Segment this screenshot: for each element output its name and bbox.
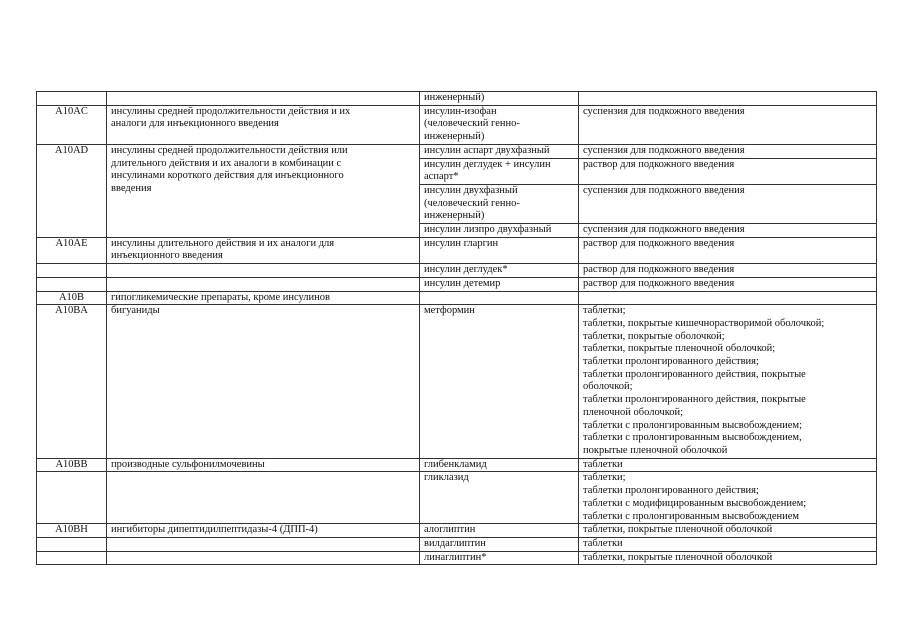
dosage-form-cell [579, 92, 877, 106]
group-name-cell: инсулины средней продолжительности действия или длительного действия и их аналоги в комбинации с инсулинами короткого действия для инъекционного введения [107, 144, 420, 237]
atc-code-cell: A10AC [37, 105, 107, 144]
drug-name-cell: алоглиптин [420, 524, 579, 538]
group-name-cell [107, 264, 420, 278]
dosage-form-cell: раствор для подкожного введения [579, 277, 877, 291]
table-row [37, 524, 877, 538]
dosage-form-cell: раствор для подкожного введения [579, 158, 877, 184]
drug-classification-table [36, 91, 877, 565]
drug-name-cell [420, 291, 579, 305]
drug-name-cell: инсулин двухфазный (человеческий генно- инженерный) [420, 184, 579, 223]
table-row [37, 458, 877, 472]
dosage-form-cell: таблетки; таблетки пролонгированного действия; таблетки с модифицированным высвобождением; таблетки с пролонгированным высвобождением [579, 472, 877, 524]
dosage-form-cell [579, 291, 877, 305]
atc-code-cell [37, 92, 107, 106]
table-row [37, 144, 877, 158]
drug-name-cell: инсулин-изофан (человеческий генно- инженерный) [420, 105, 579, 144]
atc-code-cell: A10AE [37, 237, 107, 263]
drug-name-cell: линаглиптин* [420, 551, 579, 565]
table-row [37, 472, 877, 524]
atc-code-cell [37, 264, 107, 278]
drug-name-cell: инсулин гларгин [420, 237, 579, 263]
drug-name-cell: инсулин лизпро двухфазный [420, 224, 579, 238]
drug-name-cell: инсулин детемир [420, 277, 579, 291]
group-name-cell [107, 472, 420, 524]
atc-code-cell: A10BB [37, 458, 107, 472]
dosage-form-cell: суспензия для подкожного введения [579, 105, 877, 144]
group-name-cell [107, 551, 420, 565]
table-row [37, 537, 877, 551]
drug-name-cell: гликлазид [420, 472, 579, 524]
group-name-cell: инсулины длительного действия и их аналоги для инъекционного введения [107, 237, 420, 263]
drug-name-cell: вилдаглиптин [420, 537, 579, 551]
drug-name-cell: глибенкламид [420, 458, 579, 472]
dosage-form-cell: суспензия для подкожного введения [579, 224, 877, 238]
group-name-cell: ингибиторы дипептидилпептидазы-4 (ДПП-4) [107, 524, 420, 538]
table-row [37, 551, 877, 565]
atc-code-cell: A10AD [37, 144, 107, 237]
atc-code-cell [37, 537, 107, 551]
dosage-form-cell: суспензия для подкожного введения [579, 144, 877, 158]
dosage-form-cell: таблетки [579, 458, 877, 472]
table-row [37, 264, 877, 278]
group-name-cell: производные сульфонилмочевины [107, 458, 420, 472]
dosage-form-cell: таблетки; таблетки, покрытые кишечнорастворимой оболочкой; таблетки, покрытые оболочкой; таблетки, покрытые пленочной оболочкой; таблетки пролонгированного действия; таблетки пролонгированного действия, покрытые оболочкой; таблетки пролонгированного действия, покрытые пленочной оболочкой; таблетки с пролонгированным высвобождением; таблетки с пролонгированным высвобождением, покрытые пленочной оболочкой [579, 305, 877, 458]
drug-name-cell: инсулин деглудек* [420, 264, 579, 278]
atc-code-cell [37, 551, 107, 565]
group-name-cell [107, 537, 420, 551]
dosage-form-cell: раствор для подкожного введения [579, 237, 877, 263]
atc-code-cell: A10BH [37, 524, 107, 538]
group-name-cell [107, 92, 420, 106]
dosage-form-cell: суспензия для подкожного введения [579, 184, 877, 223]
table-row [37, 277, 877, 291]
drug-name-cell: инсулин аспарт двухфазный [420, 144, 579, 158]
atc-code-cell [37, 277, 107, 291]
table-row [37, 237, 877, 263]
dosage-form-cell: раствор для подкожного введения [579, 264, 877, 278]
group-name-cell: гипогликемические препараты, кроме инсулинов [107, 291, 420, 305]
drug-name-cell: инсулин деглудек + инсулин аспарт* [420, 158, 579, 184]
atc-code-cell [37, 472, 107, 524]
group-name-cell [107, 277, 420, 291]
atc-code-cell: A10BA [37, 305, 107, 458]
drug-name-cell: инженерный) [420, 92, 579, 106]
dosage-form-cell: таблетки [579, 537, 877, 551]
dosage-form-cell: таблетки, покрытые пленочной оболочкой [579, 551, 877, 565]
group-name-cell: инсулины средней продолжительности действия и их аналоги для инъекционного введения [107, 105, 420, 144]
atc-code-cell: A10B [37, 291, 107, 305]
table-row [37, 305, 877, 458]
dosage-form-cell: таблетки, покрытые пленочной оболочкой [579, 524, 877, 538]
table-row [37, 291, 877, 305]
group-name-cell: бигуаниды [107, 305, 420, 458]
drug-name-cell: метформин [420, 305, 579, 458]
table-row [37, 105, 877, 144]
table-row [37, 92, 877, 106]
